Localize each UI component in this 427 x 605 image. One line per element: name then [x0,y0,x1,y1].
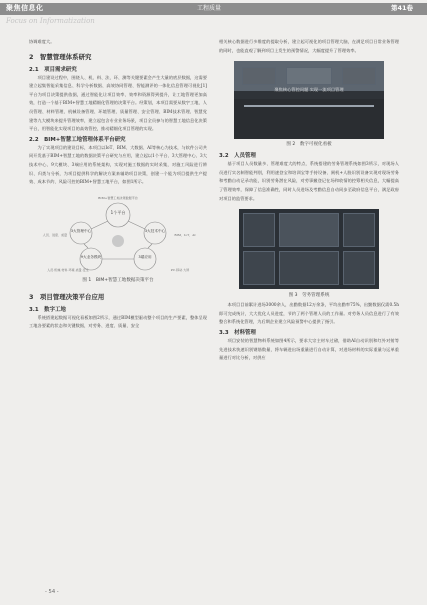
section-label: 工程质量 [197,5,222,12]
link-tech-apps [148,244,152,248]
section-2-1-body: 项目建设过程中，围绕人、机、料、法、环、测等关键要素会产生大量的底层数据，这需要建立起集智能采集信息、科学分析数据、高效协同管理、智能测评的一体化信息管理可视化[1]平台为项目决策提供依据，通过智能化让项目效率、效率和资源得到提升，让工地管理更加高效，打造一个基于BIM+智慧工地精细化管理的决策平台。经策划，本项目需要从数字工地、人员管理、材料管理、机械设备管理、环境管理、质量管理、安全管理、BIM技术管理、智慧党建等九大模块来提升管理效率，建立起包含专业业务场景，项目全员参与的智慧工地信息化决策平台，用智能化实现项目的高效管控，推动精细化项目管理的实现。 [29,74,208,132]
link-platform-tech [128,221,145,229]
diagram-right: 3大技术中心 [144,228,166,233]
labour-panel-2 [279,213,339,247]
dashboard-panel-left [242,67,276,85]
platform-circle [106,203,130,227]
section-2-2-heading: 2.2 BIM+智慧工地管理体系平台研究 [29,136,126,143]
diagram-bottom-left: 9大业务模块 [80,254,102,259]
section-2-2-body: 为了实现项目的建设目标，本项目以IoT、BIM、大数据、AI等核心为技术，与软件公司共同开发基于BIM+智慧工地的数据决策平台研究与应用，建立起以1个平台、3大管理中心、3大技术中心、9大模块、3端应用的系统架构，实现对施工数据的实时采集，对施工风险进行辨识、归类与分析，为项目提供科学的解决方案来辅助项目决策，创建一个能为项目提供生产提效、成本节约、风险可控的BIM+智慧工地平台，如图1所示。 [29,144,207,185]
diagram-top-sub: BIM+智慧工地决策数据平台 [98,195,138,200]
section-3-3-heading: 3.3 材料管理 [219,329,256,336]
labour-panel-4 [243,251,275,285]
dashboard-image [234,61,384,139]
dashboard-panel-center [286,67,332,85]
section-3-1-heading: 3.1 数字工地 [29,306,66,313]
section-2-1-heading: 2.1 项目需求研究 [29,66,77,73]
left-column [29,38,207,331]
page-header [0,0,427,30]
right-column [219,38,399,363]
right-top-body: 相关核心数据进行多维度的提取分析，建立起可视化的项目管理大脑，在满足项目日常业务管理的同时，也能直观了解到项目上发生的预警情况，大幅度提升了管理效率。 [219,39,399,53]
intro-tail: 协调难度大。 [29,39,55,44]
figure-3-caption: 图 3 劳务管理系统 [288,293,330,299]
page-number: - 54 - [45,589,59,595]
figure-1-caption: 图 1 BIM+智慧工地数据决策平台 [82,277,154,283]
section-2-heading: 2 智慧管理体系研究 [29,52,92,61]
diagram-left-sub: 人员、进度、质量 [42,232,68,237]
section-3-2-body-2: 本项目目前累计进场3000余人，出勤数据12万余条，平均出勤率75%，出勤数据仅需0.5h即可完成统计，大大优化人员进度，节约了两个管理人员的工作量。对劳务人员信息进行了有效整合和系统化管理，为后期企业建立风险预警中心提供了指引。 [219,302,399,325]
core-dot [112,235,124,247]
dashboard-lights [244,105,374,107]
figure-2-caption: 图 2 数字可视化看板 [286,142,332,148]
section-3-1-body: 系统搭建起数据可视化看板如图2所示，通过BIM模型驱动整个项目的生产要素，整体呈现工地各要素的状态和关键数据，对劳务、进度、质量、安全 [29,314,207,329]
diagram-top: 1个平台 [110,209,126,215]
labour-panel-1 [243,213,275,247]
section-3-2-body: 基于项目人员数量多、管理难度大的特点，系统搭建的劳务管理系统如图3所示，对现场人员进行实名制智能判别，利用速登宝和培训宝等手持设备、闸机+人脸识别设备实现对现场劳务和考勤自动记录功能，识别劳务潜在风险，对劳事撤登记在场和收情的控筹相关信息，大幅提高了管理效率，保障了信息准确性，同时人员进场及考勤信息自动同步至政府信息平台，满足政府对项目的监管要求。 [219,161,399,201]
diagram-bottom-right: 3端应用 [138,254,152,259]
labour-system-image [239,209,379,289]
section-3-3-body: 项目安装的智慧物料系统如图4所示，要求大宗主材车过磅，借助AI自动识别和红外对射等先进技术快速识别钢筋数量，将车辆进出场重量进行自动计算，对进场材料的实际重量与运单重量进行对比分析，对供应 [219,337,399,361]
link-platform-mgmt [91,221,108,229]
section-3-heading: 3 项目管理决策平台应用 [29,292,105,301]
diagram-left: 3大管理中心 [70,228,92,233]
link-mgmt-modules [84,244,88,248]
figure-1 [29,193,207,277]
volume-label: 第41卷 [390,4,413,12]
diagram-bottom-left-sub: 人员·机械·材料·环境·质量·安全 [47,267,89,272]
journal-title-zh: 聚焦信息化 [6,4,44,12]
dashboard-banner: 聚焦核心管控问题 实现一流项目管理 [274,87,344,93]
dashboard-panel-right [342,67,376,85]
labour-panel-3 [343,213,375,247]
diagram-right-sub: BIM、IoT、AI [174,232,196,237]
journal-title-en: Focus on Informatization [6,17,95,25]
section-3-2-heading: 3.2 人员管理 [219,153,256,160]
diagram-bottom-right-sub: PC·移动·大屏 [170,267,190,272]
labour-panel-6 [343,251,375,285]
labour-panel-5 [279,251,339,285]
